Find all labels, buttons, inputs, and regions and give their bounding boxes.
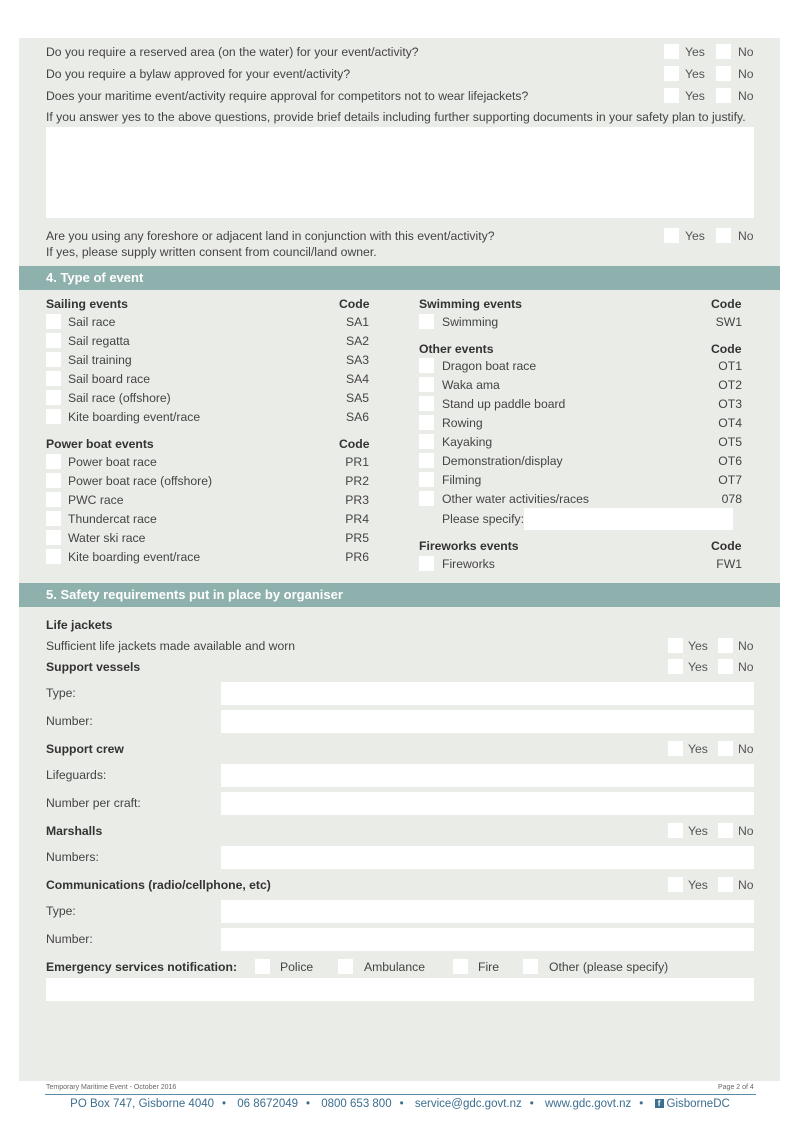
event-code: SA4 xyxy=(345,372,369,386)
life-jackets-yes-checkbox[interactable] xyxy=(668,638,683,653)
ambulance-checkbox[interactable] xyxy=(338,959,353,974)
power-events-title: Power boat events xyxy=(46,437,154,451)
event-code: OT2 xyxy=(718,378,742,392)
facebook-icon: f xyxy=(655,1099,664,1108)
details-prompt: If you answer yes to the above questions, provide brief details including further supporting documents in your safety plan to justify. xyxy=(46,110,746,124)
code-header: Code xyxy=(339,437,370,451)
foreshore-yes-checkbox[interactable] xyxy=(664,228,679,243)
bylaw-yes-checkbox[interactable] xyxy=(664,66,679,81)
yes-label: Yes xyxy=(688,824,708,838)
event-code: OT3 xyxy=(718,397,742,411)
section-5-header xyxy=(19,583,780,607)
footer-divider xyxy=(45,1094,756,1095)
event-code: OT6 xyxy=(718,454,742,468)
comms-type-label: Type: xyxy=(46,904,76,918)
life-jackets-question: Sufficient life jackets made available and worn xyxy=(46,639,296,653)
no-label: No xyxy=(738,639,754,653)
other-specify-label: Other (please specify) xyxy=(549,960,669,974)
vessel-number-input[interactable] xyxy=(221,710,754,733)
sailing-events-title: Sailing events xyxy=(46,297,128,311)
lifejacket-approval-no-checkbox[interactable] xyxy=(716,88,731,103)
vessel-type-input[interactable] xyxy=(221,682,754,705)
yes-label: Yes xyxy=(685,229,705,243)
event-label: Swimming xyxy=(442,315,499,329)
lifeguards-label: Lifeguards: xyxy=(46,768,107,782)
comms-type-input[interactable] xyxy=(221,900,754,923)
event-label: PWC race xyxy=(68,493,124,507)
event-code: SA6 xyxy=(345,410,369,424)
no-label: No xyxy=(738,824,754,838)
code-header: Code xyxy=(711,539,742,553)
event-label: Sail board race xyxy=(68,372,150,386)
reserved-area-no-checkbox[interactable] xyxy=(716,44,731,59)
event-code: PR5 xyxy=(345,531,369,545)
event-checkbox[interactable] xyxy=(419,314,434,329)
emergency-specify-input[interactable] xyxy=(46,978,754,1001)
event-code: OT7 xyxy=(718,473,742,487)
event-label: Fireworks xyxy=(442,557,495,571)
footer-social[interactable]: GisborneDC xyxy=(666,1098,730,1110)
support-crew-title: Support crew xyxy=(46,742,124,756)
event-code: PR3 xyxy=(345,493,369,507)
no-label: No xyxy=(738,229,754,243)
number-per-craft-label: Number per craft: xyxy=(46,796,141,810)
number-per-craft-input[interactable] xyxy=(221,792,754,815)
footer-page-number: Page 2 of 4 xyxy=(718,1084,754,1091)
no-label: No xyxy=(738,45,754,59)
yes-label: Yes xyxy=(688,660,708,674)
no-label: No xyxy=(738,660,754,674)
support-vessels-no-checkbox[interactable] xyxy=(718,659,733,674)
question-bylaw: Do you require a bylaw approved for your event/activity? xyxy=(46,67,351,81)
police-label: Police xyxy=(280,960,314,974)
footer-website[interactable]: www.gdc.govt.nz xyxy=(545,1098,632,1110)
foreshore-no-checkbox[interactable] xyxy=(716,228,731,243)
footer-address: PO Box 747, Gisborne 4040 xyxy=(70,1098,215,1110)
event-checkbox[interactable] xyxy=(46,511,61,526)
event-label: Stand up paddle board xyxy=(442,397,566,411)
event-code: OT1 xyxy=(718,359,742,373)
please-specify-input[interactable] xyxy=(524,508,733,530)
footer-freephone: 0800 653 800 xyxy=(321,1098,392,1110)
event-checkbox[interactable] xyxy=(419,556,434,571)
yes-label: Yes xyxy=(685,89,705,103)
event-code: SA3 xyxy=(345,353,369,367)
event-label: Other water activities/races xyxy=(442,492,589,506)
event-label: Kite boarding event/race xyxy=(68,550,201,564)
code-header: Code xyxy=(711,297,742,311)
footer-doc-name: Temporary Maritime Event - October 2016 xyxy=(46,1084,177,1091)
event-checkbox[interactable] xyxy=(46,530,61,545)
marshalls-yes-checkbox[interactable] xyxy=(668,823,683,838)
event-checkbox[interactable] xyxy=(419,358,434,373)
question-lifejacket-approval: Does your maritime event/activity require approval for competitors not to wear lifejackets? xyxy=(46,89,529,103)
footer-contact: PO Box 747, Gisborne 4040 • 06 8672049 • 0800 653 800 • service@gdc.govt.nz • www.gdc.govt.nz • f GisborneDC xyxy=(70,1098,730,1110)
event-code: SW1 xyxy=(715,315,742,329)
vessel-number-label: Number: xyxy=(46,714,93,728)
fireworks-events-title: Fireworks events xyxy=(419,539,519,553)
marshalls-numbers-label: Numbers: xyxy=(46,850,99,864)
event-checkbox[interactable] xyxy=(419,377,434,392)
communications-yes-checkbox[interactable] xyxy=(668,877,683,892)
event-label: Sail regatta xyxy=(68,334,130,348)
event-checkbox[interactable] xyxy=(46,549,61,564)
event-checkbox[interactable] xyxy=(419,434,434,449)
event-label: Power boat race (offshore) xyxy=(68,474,213,488)
reserved-area-yes-checkbox[interactable] xyxy=(664,44,679,59)
fire-checkbox[interactable] xyxy=(453,959,468,974)
footer-phone: 06 8672049 xyxy=(237,1098,299,1110)
event-code: PR1 xyxy=(345,455,369,469)
footer-email[interactable]: service@gdc.govt.nz xyxy=(414,1098,522,1110)
question-foreshore: Are you using any foreshore or adjacent land in conjunction with this event/activity? xyxy=(46,229,495,243)
event-code: PR6 xyxy=(345,550,369,564)
details-textarea[interactable] xyxy=(46,127,754,218)
yes-label: Yes xyxy=(688,742,708,756)
event-checkbox[interactable] xyxy=(419,396,434,411)
event-checkbox[interactable] xyxy=(419,415,434,430)
event-checkbox[interactable] xyxy=(46,314,61,329)
event-label: Power boat race xyxy=(68,455,157,469)
event-label: Filming xyxy=(442,473,482,487)
section-4-title: 4. Type of event xyxy=(46,270,144,285)
event-code: FW1 xyxy=(716,557,742,571)
comms-number-input[interactable] xyxy=(221,928,754,951)
yes-label: Yes xyxy=(688,639,708,653)
support-vessels-yes-checkbox[interactable] xyxy=(668,659,683,674)
event-code: PR4 xyxy=(345,512,369,526)
event-code: OT5 xyxy=(718,435,742,449)
event-label: Sail race (offshore) xyxy=(68,391,171,405)
event-label: Demonstration/display xyxy=(442,454,563,468)
support-crew-yes-checkbox[interactable] xyxy=(668,741,683,756)
police-checkbox[interactable] xyxy=(255,959,270,974)
event-label: Thundercat race xyxy=(68,512,157,526)
code-header: Code xyxy=(711,342,742,356)
event-checkbox[interactable] xyxy=(419,453,434,468)
event-label: Kite boarding event/race xyxy=(68,410,201,424)
event-label: Rowing xyxy=(442,416,483,430)
event-code: 078 xyxy=(721,492,742,506)
event-checkbox[interactable] xyxy=(46,333,61,348)
event-checkbox[interactable] xyxy=(46,409,61,424)
marshalls-title: Marshalls xyxy=(46,824,103,838)
event-label: Sail race xyxy=(68,315,116,329)
no-label: No xyxy=(738,742,754,756)
event-label: Kayaking xyxy=(442,435,493,449)
vessel-type-label: Type: xyxy=(46,686,76,700)
event-checkbox[interactable] xyxy=(46,473,61,488)
lifeguards-input[interactable] xyxy=(221,764,754,787)
marshalls-no-checkbox[interactable] xyxy=(718,823,733,838)
question-reserved-area: Do you require a reserved area (on the water) for your event/activity? xyxy=(46,45,419,59)
marshalls-numbers-input[interactable] xyxy=(221,846,754,869)
foreshore-note: If yes, please supply written consent from council/land owner. xyxy=(46,245,377,259)
comms-number-label: Number: xyxy=(46,932,93,946)
communications-title: Communications (radio/cellphone, etc) xyxy=(46,878,271,892)
fire-label: Fire xyxy=(478,960,499,974)
event-label: Dragon boat race xyxy=(442,359,537,373)
other-specify-checkbox[interactable] xyxy=(523,959,538,974)
yes-label: Yes xyxy=(688,878,708,892)
event-checkbox[interactable] xyxy=(419,491,434,506)
event-code: SA5 xyxy=(345,391,369,405)
code-header: Code xyxy=(339,297,370,311)
please-specify-label: Please specify: xyxy=(442,512,524,526)
event-checkbox[interactable] xyxy=(46,492,61,507)
event-checkbox[interactable] xyxy=(46,371,61,386)
yes-label: Yes xyxy=(685,45,705,59)
event-code: OT4 xyxy=(718,416,742,430)
no-label: No xyxy=(738,67,754,81)
bylaw-no-checkbox[interactable] xyxy=(716,66,731,81)
event-code: PR2 xyxy=(345,474,369,488)
life-jackets-no-checkbox[interactable] xyxy=(718,638,733,653)
support-crew-no-checkbox[interactable] xyxy=(718,741,733,756)
no-label: No xyxy=(738,878,754,892)
no-label: No xyxy=(738,89,754,103)
event-label: Waka ama xyxy=(442,378,500,392)
event-checkbox[interactable] xyxy=(46,352,61,367)
emergency-title: Emergency services notification: xyxy=(46,960,238,974)
ambulance-label: Ambulance xyxy=(364,960,425,974)
event-label: Water ski race xyxy=(68,531,146,545)
event-code: SA1 xyxy=(345,315,369,329)
swimming-events-title: Swimming events xyxy=(419,297,522,311)
event-label: Sail training xyxy=(68,353,132,367)
event-checkbox[interactable] xyxy=(46,390,61,405)
life-jackets-title: Life jackets xyxy=(46,618,113,632)
lifejacket-approval-yes-checkbox[interactable] xyxy=(664,88,679,103)
section-5-title: 5. Safety requirements put in place by organiser xyxy=(46,587,343,602)
event-code: SA2 xyxy=(345,334,369,348)
support-vessels-title: Support vessels xyxy=(46,660,141,674)
communications-no-checkbox[interactable] xyxy=(718,877,733,892)
event-checkbox[interactable] xyxy=(46,454,61,469)
event-checkbox[interactable] xyxy=(419,472,434,487)
yes-label: Yes xyxy=(685,67,705,81)
other-events-title: Other events xyxy=(419,342,494,356)
section-4-header xyxy=(19,266,780,290)
